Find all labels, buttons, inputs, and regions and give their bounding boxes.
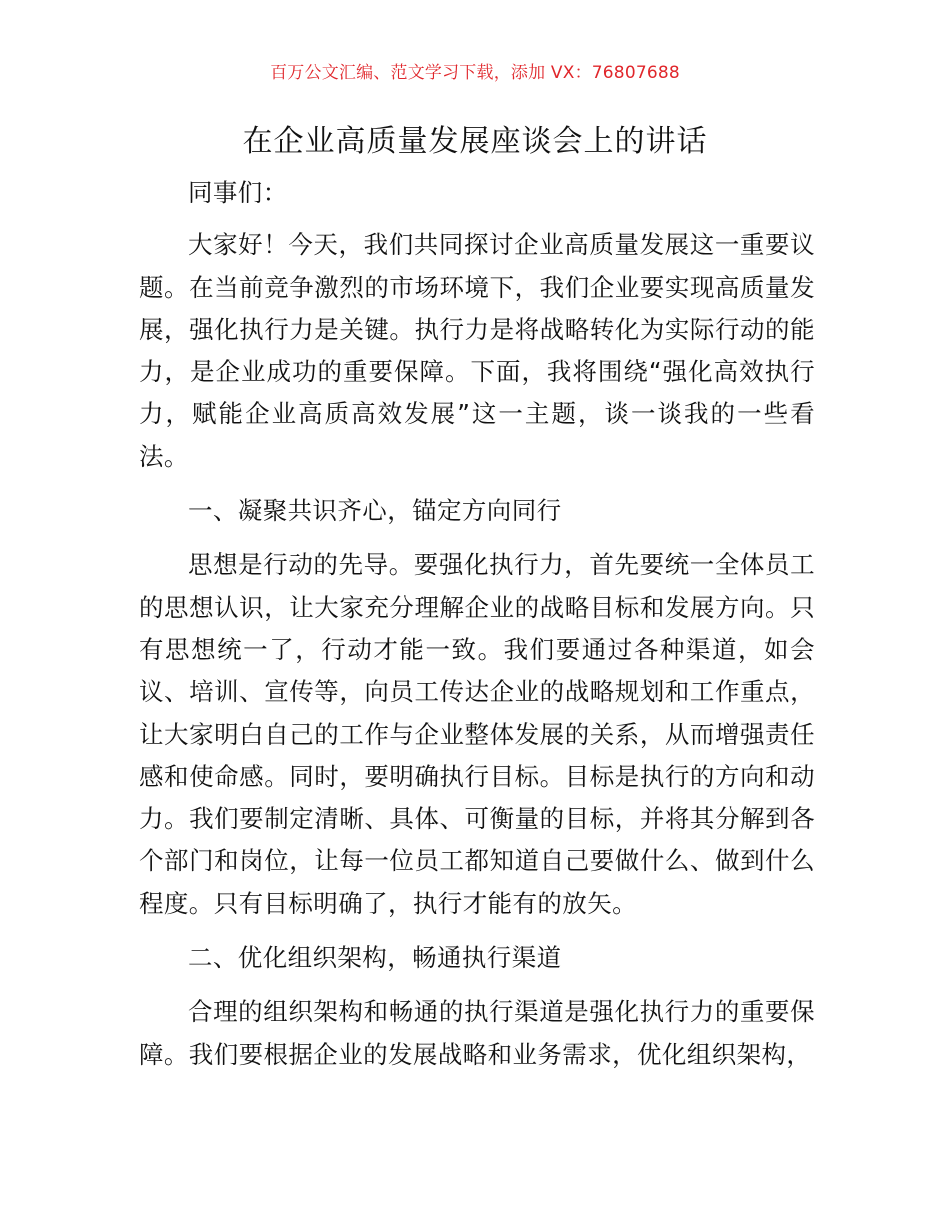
paragraph-section-2: 合理的组织架构和畅通的执行渠道是强化执行力的重要保障。我们要根据企业的发展战略和业务需求，优化组织架构， — [139, 997, 815, 1069]
paragraph-opening: 大家好！今天，我们共同探讨企业高质量发展这一重要议题。在当前竞争激烈的市场环境下，我们企业要实现高质量发展，强化执行力是关键。执行力是将战略转化为实际行动的能力，是企业成功的重要保障。下面，我将围绕“强化高效执行力，赋能企业高质高效发展”这一主题，谈一谈我的一些看法。 — [139, 230, 815, 471]
document-body — [139, 172, 815, 1088]
salutation: 同事们： — [188, 178, 288, 207]
document-title: 在企业高质量发展座谈会上的讲话 — [242, 124, 708, 159]
section-heading-1: 一、凝聚共识齐心，锚定方向同行 — [188, 496, 562, 526]
section-heading-2: 二、优化组织架构，畅通执行渠道 — [188, 943, 562, 973]
paragraph-section-1: 思想是行动的先导。要强化执行力，首先要统一全体员工的思想认识，让大家充分理解企业的战略目标和发展方向。只有思想统一了，行动才能一致。我们要通过各种渠道，如会议、培训、宣传等，向员工传达企业的战略规划和工作重点，让大家明白自己的工作与企业整体发展的关系，从而增强责任感和使命感。同时，要明确执行目标。目标是执行的方向和动力。我们要制定清晰、具体、可衡量的目标，并将其分解到各个部门和岗位，让每一位员工都知道自己要做什么、做到什么程度。只有目标明确了，执行才能有的放矢。 — [139, 550, 815, 918]
header-watermark-note: 百万公文汇编、范文学习下载，添加 VX：76807688 — [270, 63, 680, 83]
